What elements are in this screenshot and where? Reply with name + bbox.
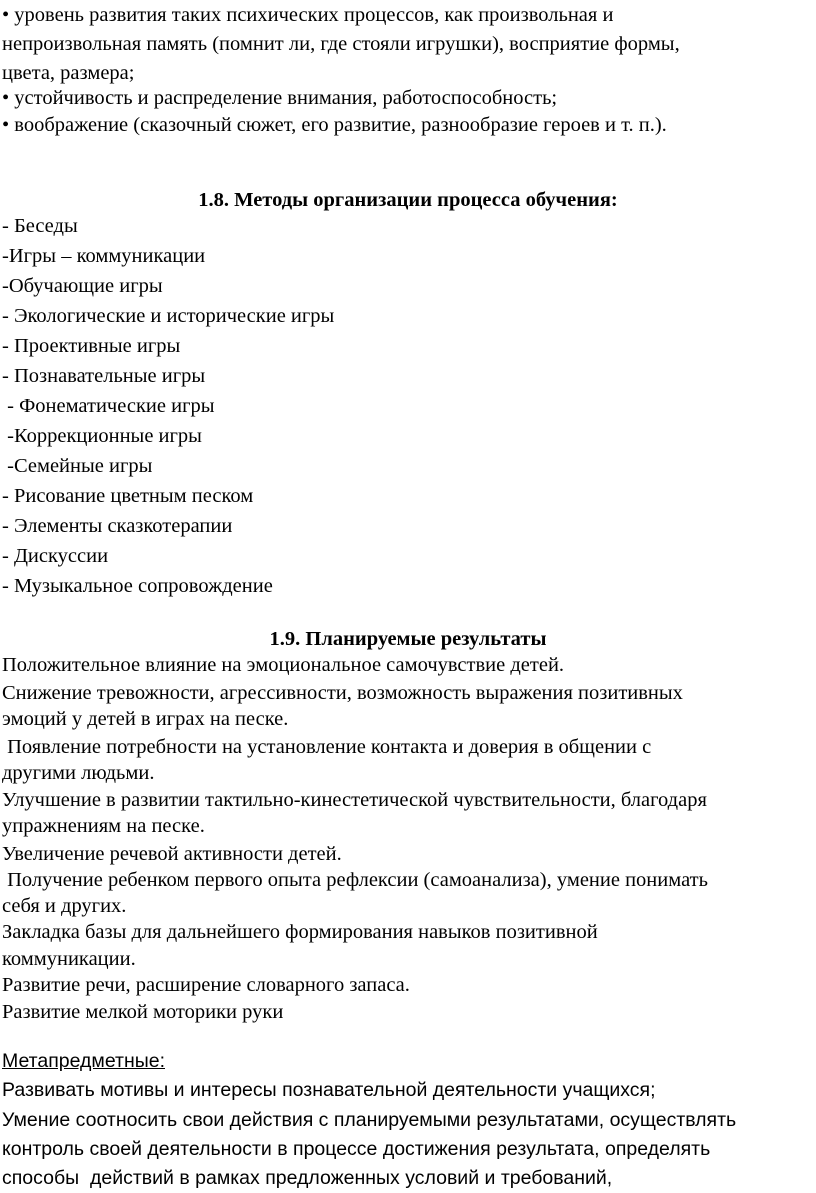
metasubject-line: контроль своей деятельности в процессе достижения результата, определять xyxy=(2,1138,711,1160)
results-line: Снижение тревожности, агрессивности, возможность выражения позитивных xyxy=(2,682,683,704)
intro-line: непроизвольная память (помнит ли, где стояли игрушки), восприятие формы, xyxy=(2,33,680,55)
results-line: Развитие речи, расширение словарного запаса. xyxy=(2,974,410,996)
methods-item: - Познавательные игры xyxy=(2,365,206,387)
methods-item: - Дискуссии xyxy=(2,545,109,567)
methods-item: -Обучающие игры xyxy=(2,275,163,297)
methods-item: - Фонематические игры xyxy=(2,395,215,417)
intro-line: цвета, размера; xyxy=(2,62,135,84)
results-line: Положительное влияние на эмоциональное самочувствие детей. xyxy=(2,654,565,676)
results-line: коммуникации. xyxy=(2,948,136,970)
results-line: себя и других. xyxy=(2,895,127,917)
methods-item: - Элементы сказкотерапии xyxy=(2,515,233,537)
methods-item: -Семейные игры xyxy=(2,455,153,477)
metasubject-line: Умение соотносить свои действия с планируемыми результатами, осуществлять xyxy=(2,1109,737,1131)
metasubject-line: Развивать мотивы и интересы познавательной деятельности учащихся; xyxy=(2,1079,656,1101)
methods-item: - Рисование цветным песком xyxy=(2,485,254,507)
results-line: Увеличение речевой активности детей. xyxy=(2,843,342,865)
results-line: упражнениям на песке. xyxy=(2,815,205,837)
results-line: Получение ребенком первого опыта рефлексии (самоанализа), умение понимать xyxy=(2,869,708,891)
methods-item: -Игры – коммуникации xyxy=(2,245,206,267)
intro-line: • воображение (сказочный сюжет, его развитие, разнообразие героев и т. п.). xyxy=(2,114,667,136)
methods-item: - Беседы xyxy=(2,215,78,237)
methods-item: - Проективные игры xyxy=(2,335,181,357)
methods-item: - Экологические и исторические игры xyxy=(2,305,335,327)
methods-heading: 1.8. Методы организации процесса обучения: xyxy=(198,189,618,211)
metasubject-line: способы действий в рамках предложенных условий и требований, xyxy=(2,1167,613,1189)
results-line: другими людьми. xyxy=(2,762,155,784)
results-heading: 1.9. Планируемые результаты xyxy=(269,628,547,650)
results-line: Улучшение в развитии тактильно-кинестетической чувствительности, благодаря xyxy=(2,789,707,811)
methods-item: -Коррекционные игры xyxy=(2,425,202,447)
results-line: эмоций у детей в играх на песке. xyxy=(2,708,289,730)
methods-item: - Музыкальное сопровождение xyxy=(2,575,273,597)
results-line: Развитие мелкой моторики руки xyxy=(2,1001,284,1023)
intro-line: • уровень развития таких психических процессов, как произвольная и xyxy=(2,4,614,26)
intro-line: • устойчивость и распределение внимания, работоспособность; xyxy=(2,87,558,109)
results-line: Появление потребности на установление контакта и доверия в общении с xyxy=(2,736,652,758)
metasubject-heading: Метапредметные: xyxy=(2,1050,165,1072)
results-line: Закладка базы для дальнейшего формирования навыков позитивной xyxy=(2,921,598,943)
